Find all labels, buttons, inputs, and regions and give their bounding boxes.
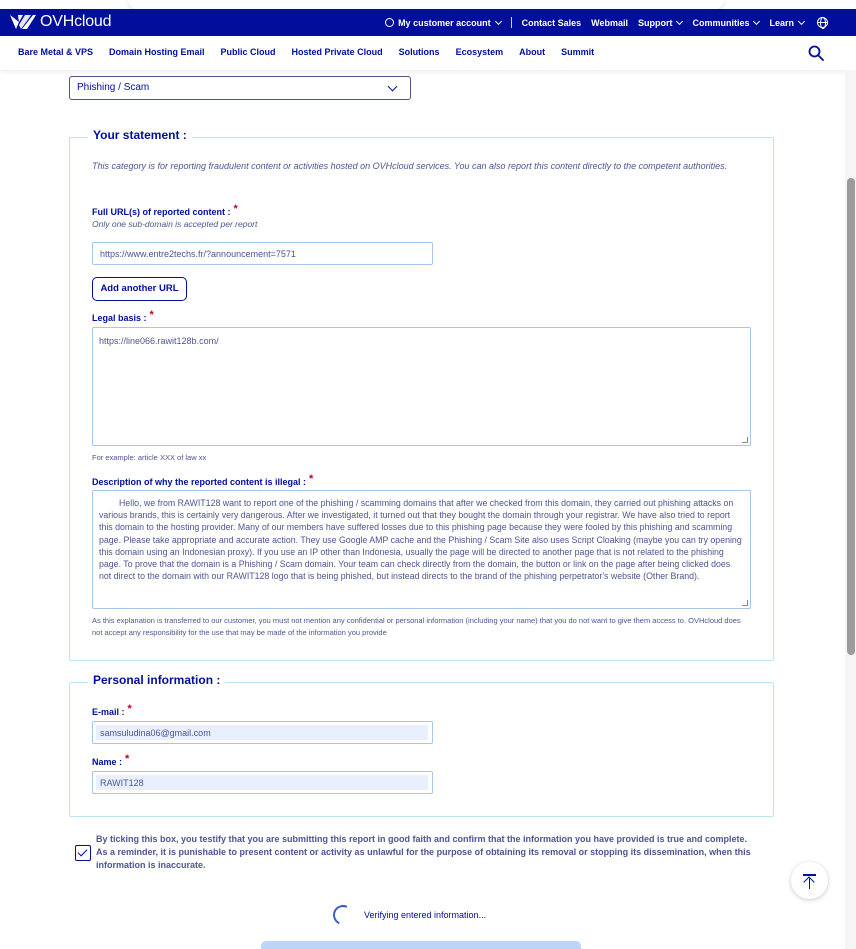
menu-item-solutions[interactable]: Solutions <box>398 47 440 57</box>
legal-basis-value: https://line066.rawit128b.com/ <box>99 336 219 346</box>
email-field[interactable] <box>92 721 433 744</box>
menu-item-summit[interactable]: Summit <box>561 47 595 57</box>
scroll-to-top-button[interactable] <box>791 862 828 899</box>
main-menu-links <box>18 47 594 57</box>
personal-legend: Personal information : <box>88 673 225 687</box>
email-value: samsuludina06@gmail.com <box>100 728 211 738</box>
name-field[interactable] <box>92 771 433 794</box>
logo-text: OVHcloud <box>40 13 112 30</box>
chevron-down-icon <box>798 17 805 24</box>
description-value: Hello, we from RAWIT128 want to report one of the phishing / scamming domains that after we checked from this domain, they carried out phishing attacks on various brands, this is certainly very dangerous. After we investigated, it turned out that they bought the domain through your registrar. We have also tried to report this domain to the hosting provider. Many of our members have suffered losses due to this phishing page because they were fooled by this phishing and scamming page. Please take appropriate and accurate action. They use Google AMP cache and the Phishing / Scam Site also uses Script Cloaking (maybe you can try opening this domain using an Indonesian proxy). If you use an IP other than Indonesia, usually the page will be directed to another page that is not related to the phishing page. To prove that the domain is a Phishing / Scam domain. Your team can check directly from the domain, the button or link on the page after being clicked does not direct to the domain with our RAWIT128 logo that is being phished, but instead directs to the brand of the phishing perpetrator's website (Other Brand). <box>99 498 742 582</box>
resize-handle[interactable] <box>742 600 748 606</box>
ovhcloud-logo[interactable] <box>9 13 111 31</box>
menu-item-about[interactable]: About <box>519 47 546 57</box>
name-label: Name : * <box>92 753 130 767</box>
url-hint: Only one sub-domain is accepted per report <box>92 219 258 229</box>
contact-sales-link[interactable]: Contact Sales <box>521 17 582 28</box>
divider <box>511 17 512 28</box>
required-marker: * <box>233 203 238 215</box>
email-label: E-mail : * <box>92 703 132 717</box>
category-select[interactable] <box>69 76 411 100</box>
chevron-down-icon <box>676 17 683 24</box>
learn-menu[interactable]: Learn <box>769 18 804 28</box>
good-faith-checkbox[interactable] <box>75 845 91 861</box>
personal-fieldset <box>69 682 774 817</box>
legal-basis-label: Legal basis : * <box>92 309 154 323</box>
legal-basis-textarea[interactable] <box>92 327 751 446</box>
communities-menu[interactable]: Communities <box>692 18 759 28</box>
submit-button[interactable] <box>261 941 581 949</box>
support-menu[interactable]: Support <box>638 18 683 28</box>
description-hint: As this explanation is transferred to our customer, you must not mention any confidential or personal information (including your name) that you do not want to give them access to. OVHcloud does not accept any responsibility for the use that may be made of the information you provide <box>92 616 741 637</box>
arrow-up-to-top-icon <box>803 874 816 876</box>
menu-item-public-cloud[interactable]: Public Cloud <box>220 47 276 57</box>
menu-item-hosted-private-cloud[interactable]: Hosted Private Cloud <box>291 47 383 57</box>
description-label: Description of why the reported content is illegal : * <box>92 473 314 487</box>
statement-legend: Your statement : <box>88 128 192 142</box>
statement-intro: This category is for reporting fraudulent content or activities hosted on OVHcloud services. You can also report this content directly to the competent authorities. <box>92 161 728 171</box>
menu-item-ecosystem[interactable]: Ecosystem <box>455 47 504 57</box>
name-value: RAWIT128 <box>100 778 144 788</box>
scrollbar-thumb[interactable] <box>847 178 855 655</box>
account-icon <box>385 18 394 27</box>
description-textarea[interactable] <box>92 490 751 609</box>
main-menu <box>0 36 856 70</box>
chevron-down-icon <box>495 17 502 24</box>
category-select-value: Phishing / Scam <box>77 82 150 93</box>
menu-item-bare-metal[interactable]: Bare Metal & VPS <box>18 47 94 57</box>
required-marker: * <box>149 309 154 321</box>
loading-spinner-icon <box>330 902 356 928</box>
globe-icon[interactable] <box>817 17 828 28</box>
url-label: Full URL(s) of reported content : * <box>92 203 238 217</box>
my-account-link[interactable]: My customer account <box>385 18 501 28</box>
good-faith-text: By ticking this box, you testify that you are submitting this report in good faith and confirm that the information you have provided is true and complete. As a reminder, it is punishable to present content or activity as unlawful for the purpose of obtaining its removal or stopping its dissemination, when this information is inaccurate. <box>96 834 751 870</box>
ovh-logo-icon <box>9 13 37 31</box>
add-another-url-button[interactable]: Add another URL <box>92 277 187 301</box>
top-nav-links <box>385 9 828 36</box>
legal-basis-hint: For example: article XXX of law xx <box>92 453 207 462</box>
arrow-stem <box>809 878 811 889</box>
top-navbar <box>0 9 856 36</box>
url-input-value: https://www.entre2techs.fr/?announcement=7571 <box>100 249 296 259</box>
url-input[interactable] <box>92 242 433 265</box>
verifying-status: Verifying entered information... <box>364 910 487 920</box>
top-shadow-strip <box>128 0 724 9</box>
autofill-highlight <box>96 775 428 790</box>
required-marker: * <box>309 473 314 485</box>
required-marker: * <box>125 753 130 765</box>
webmail-link[interactable]: Webmail <box>591 17 628 28</box>
chevron-down-icon <box>753 17 760 24</box>
menu-item-domain-hosting-email[interactable]: Domain Hosting Email <box>109 47 205 57</box>
chevron-down-icon <box>388 82 398 92</box>
search-icon[interactable] <box>808 45 824 61</box>
required-marker: * <box>127 703 132 715</box>
resize-handle[interactable] <box>742 437 748 443</box>
